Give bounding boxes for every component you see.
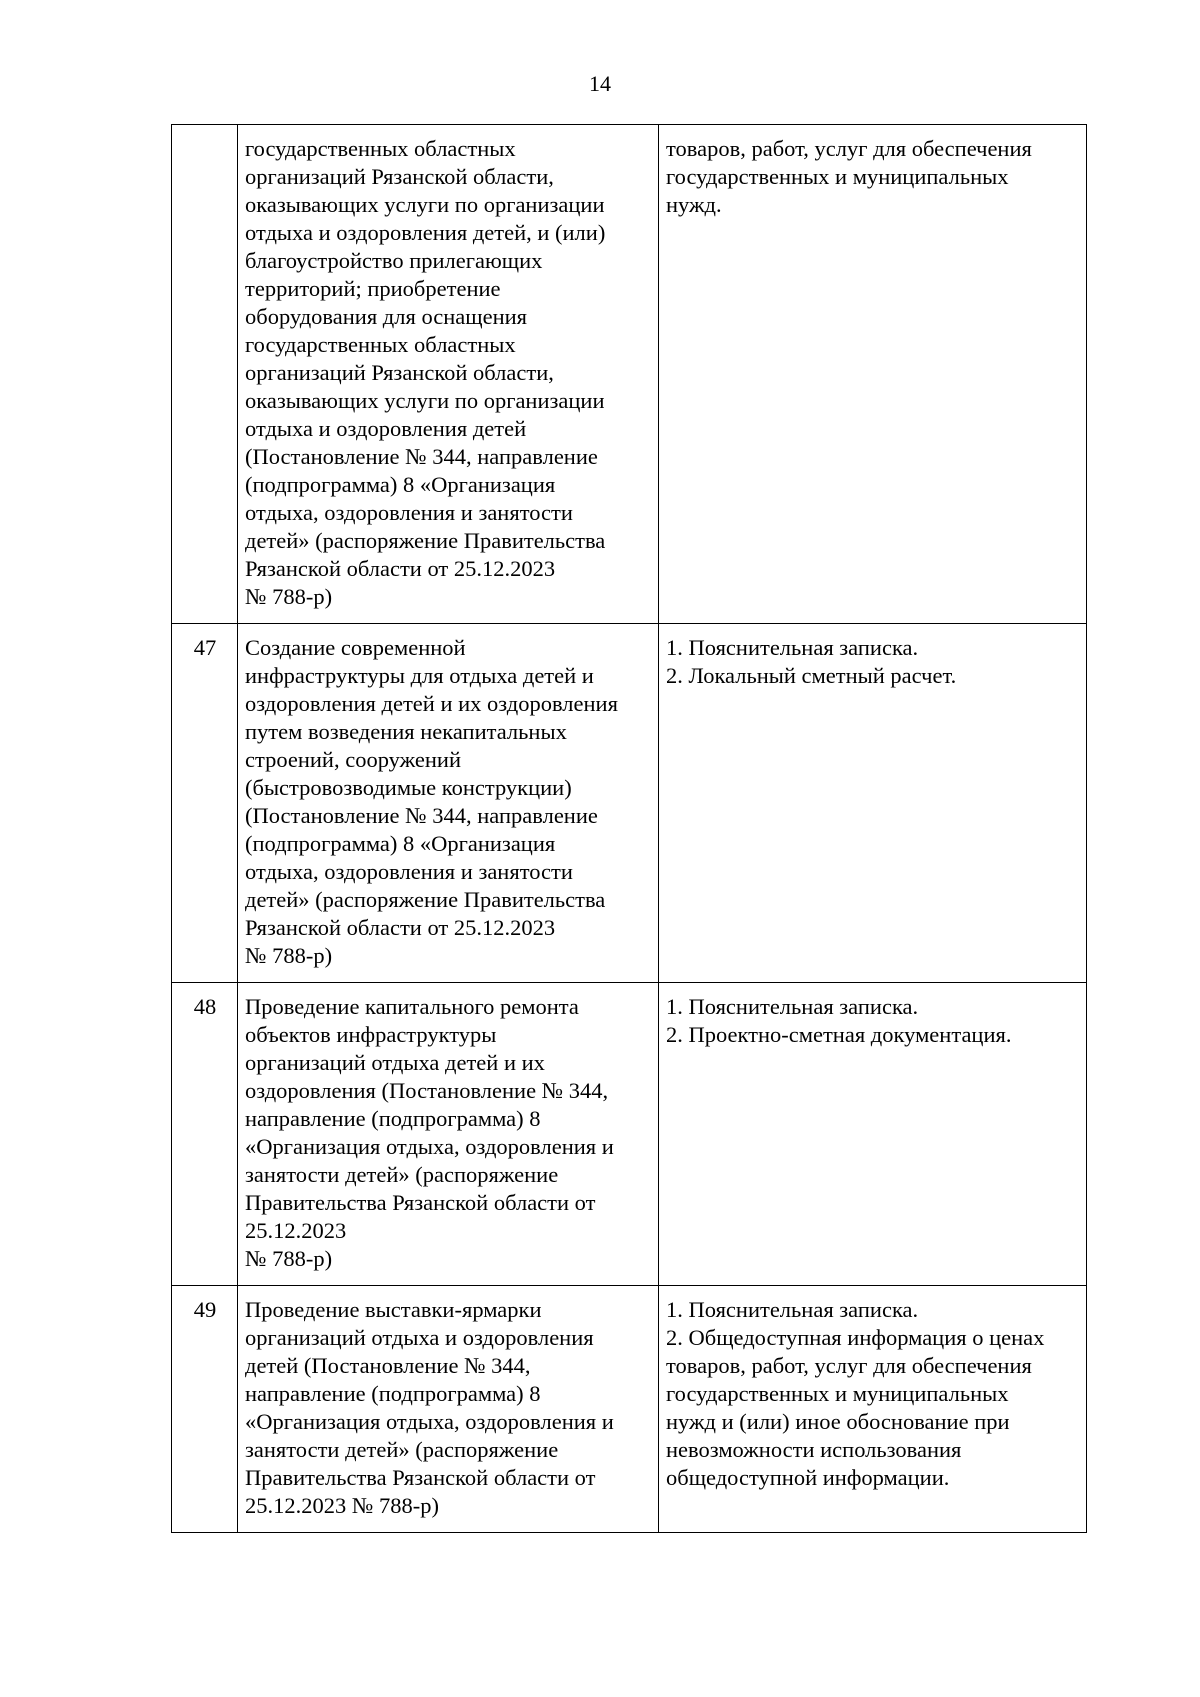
text-line: (подпрограмма) 8 «Организация [245, 472, 556, 497]
text-line: строений, сооружений [245, 747, 461, 772]
row-number: 47 [172, 624, 238, 983]
text-line: оздоровления детей и их оздоровления [245, 691, 618, 716]
text-line: государственных областных [245, 332, 516, 357]
text-line: благоустройство прилегающих [245, 248, 543, 273]
text-line: организаций Рязанской области, [245, 164, 554, 189]
text-line: отдыха и оздоровления детей [245, 416, 527, 441]
text-line: Проведение выставки-ярмарки [245, 1297, 542, 1322]
text-line: нужд и (или) иное обоснование при [666, 1409, 1010, 1434]
text-line: (Постановление № 344, направление [245, 444, 598, 469]
text-line: Рязанской области от 25.12.2023 [245, 556, 556, 581]
text-line: оказывающих услуги по организации [245, 192, 605, 217]
text-line: отдыха, оздоровления и занятости [245, 500, 573, 525]
text-line: 2. Общедоступная информация о ценах [666, 1325, 1045, 1350]
required-documents [659, 624, 1087, 983]
required-documents [659, 1286, 1087, 1533]
text-line: (быстровозводимые конструкции) [245, 775, 572, 800]
text-line: оказывающих услуги по организации [245, 388, 605, 413]
activity-description [238, 1286, 659, 1533]
text-line: организаций отдыха детей и их [245, 1050, 545, 1075]
text-line: «Организация отдыха, оздоровления и [245, 1409, 614, 1434]
page-number: 14 [589, 71, 611, 96]
required-documents [659, 125, 1087, 624]
text-line: «Организация отдыха, оздоровления и [245, 1134, 614, 1159]
text-line: Правительства Рязанской области от [245, 1190, 596, 1215]
activity-description [238, 125, 659, 624]
text-line: (Постановление № 344, направление [245, 803, 598, 828]
text-line: детей» (распоряжение Правительства [245, 528, 606, 553]
table-row [172, 624, 1087, 983]
requirements-table [171, 124, 1087, 1533]
text-line: детей (Постановление № 344, [245, 1353, 531, 1378]
text-line: 1. Пояснительная записка. [666, 635, 919, 660]
text-line: Создание современной [245, 635, 466, 660]
text-line: отдыха, оздоровления и занятости [245, 859, 573, 884]
table-row [172, 983, 1087, 1286]
text-line: государственных и муниципальных [666, 1381, 1009, 1406]
text-line: невозможности использования [666, 1437, 962, 1462]
text-line: отдыха и оздоровления детей, и (или) [245, 220, 606, 245]
text-line: организаций Рязанской области, [245, 360, 554, 385]
text-line: товаров, работ, услуг для обеспечения [666, 136, 1032, 161]
table-row [172, 1286, 1087, 1533]
text-line: оборудования для оснащения [245, 304, 528, 329]
row-number: 49 [172, 1286, 238, 1533]
text-line: № 788-р) [245, 943, 333, 968]
text-line: Правительства Рязанской области от [245, 1465, 596, 1490]
text-line: занятости детей» (распоряжение [245, 1437, 559, 1462]
text-line: № 788-р) [245, 1246, 333, 1271]
text-line: направление (подпрограмма) 8 [245, 1381, 541, 1406]
required-documents [659, 983, 1087, 1286]
text-line: (подпрограмма) 8 «Организация [245, 831, 556, 856]
text-line: 2. Локальный сметный расчет. [666, 663, 957, 688]
row-number: 48 [172, 983, 238, 1286]
table-row [172, 125, 1087, 624]
text-line: государственных областных [245, 136, 516, 161]
text-line: Проведение капитального ремонта [245, 994, 579, 1019]
text-line: 1. Пояснительная записка. [666, 1297, 919, 1322]
text-line: направление (подпрограмма) 8 [245, 1106, 541, 1131]
text-line: объектов инфраструктуры [245, 1022, 497, 1047]
text-line: № 788-р) [245, 584, 333, 609]
text-line: детей» (распоряжение Правительства [245, 887, 606, 912]
text-line: оздоровления (Постановление № 344, [245, 1078, 609, 1103]
text-line: 25.12.2023 № 788-р) [245, 1493, 439, 1518]
activity-description [238, 624, 659, 983]
text-line: территорий; приобретение [245, 276, 501, 301]
text-line: 25.12.2023 [245, 1218, 347, 1243]
text-line: общедоступной информации. [666, 1465, 950, 1490]
activity-description [238, 983, 659, 1286]
text-line: занятости детей» (распоряжение [245, 1162, 559, 1187]
text-line: 2. Проектно-сметная документация. [666, 1022, 1012, 1047]
text-line: путем возведения некапитальных [245, 719, 567, 744]
text-line: инфраструктуры для отдыха детей и [245, 663, 594, 688]
row-number [172, 125, 238, 624]
text-line: организаций отдыха и оздоровления [245, 1325, 594, 1350]
text-line: товаров, работ, услуг для обеспечения [666, 1353, 1032, 1378]
text-line: нужд. [666, 192, 722, 217]
text-line: Рязанской области от 25.12.2023 [245, 915, 556, 940]
text-line: 1. Пояснительная записка. [666, 994, 919, 1019]
text-line: государственных и муниципальных [666, 164, 1009, 189]
